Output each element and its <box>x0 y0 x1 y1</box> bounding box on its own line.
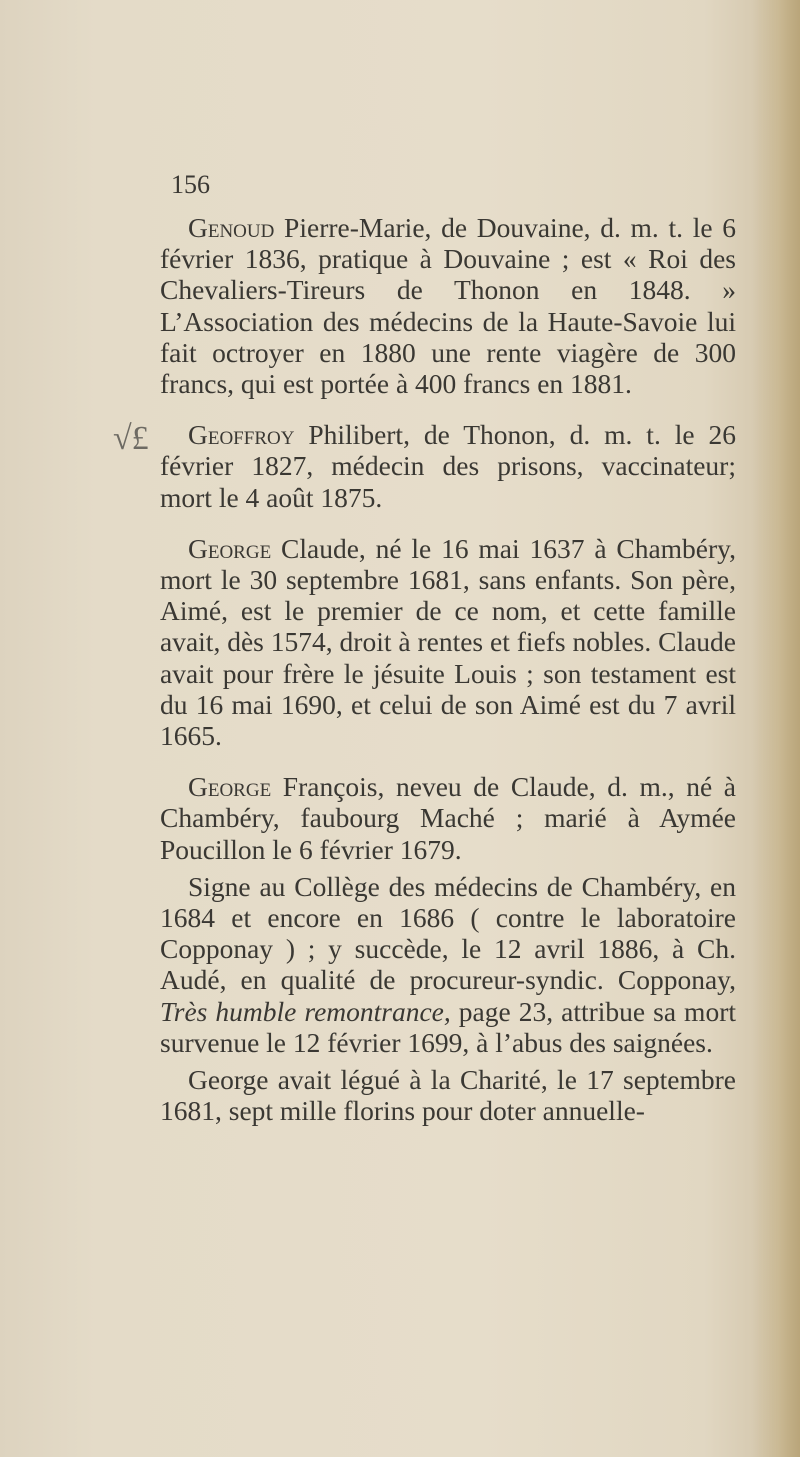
entry-text: François, neveu de Claude, d. m., né à Chambéry, faubourg Maché ; marié à Aymée Poucillon le 6 février 1679. <box>160 771 736 865</box>
entry-george-claude <box>160 533 736 751</box>
entry-text: Philibert, de Thonon, d. m. t. le 26 février 1827, médecin des prisons, vaccinateur; mort le 4 août 1875. <box>160 419 736 513</box>
entry-genoud <box>160 212 736 399</box>
margin-annotation: √£ <box>113 420 149 457</box>
entry-geoffroy <box>160 419 736 513</box>
entry-surname: Genoud <box>188 212 275 243</box>
entry-surname: Geoffroy <box>188 419 295 451</box>
entry-text: Claude, né le 16 mai 1637 à Chambéry, mort le 30 septembre 1681, sans enfants. Son père, Aimé, est le premier de ce nom, et cette famille avait, dès 1574, droit à rentes et fiefs nobles. Claude avait pour frère le jésuite Louis ; son testament est du 16 mai 1690, et celui de son Aimé est du 7 avril 1665. <box>160 532 736 752</box>
page-number: 156 <box>171 170 210 199</box>
book-title: Très humble remontrance, <box>160 995 451 1027</box>
entry-paragraph: Signe au Collège des médecins de Chambéry, en 1684 et encore en 1686 ( contre le laboratoire Copponay ) ; y succède, le 12 avril 1886, à Ch. Audé, en qualité de procureur-syndic. Copponay, Très humble remontrance, page 23, attribue sa mort survenue le 12 février 1699, à l’abus des saignées. <box>160 870 737 1058</box>
page-edge-shadow <box>752 0 800 1457</box>
entry-text: Pierre-Marie, de Douvaine, d. m. t. le 6 février 1836, pratique à Douvaine ; est « Roi des Chevaliers-Tireurs de Thonon en 1848. » L’Association des médecins de la Haute-Savoie lui fait octroyer en 1880 une rente viagère de 300 francs, qui est portée à 400 francs en 1881. <box>160 212 736 400</box>
entry-surname: George <box>188 771 272 803</box>
page-body <box>160 212 736 1126</box>
entry-paragraph: George avait légué à la Charité, le 17 septembre 1681, sept mille florins pour doter annuelle- <box>160 1064 736 1127</box>
entry-george-francois <box>160 771 736 1126</box>
entry-surname: George <box>188 532 272 564</box>
